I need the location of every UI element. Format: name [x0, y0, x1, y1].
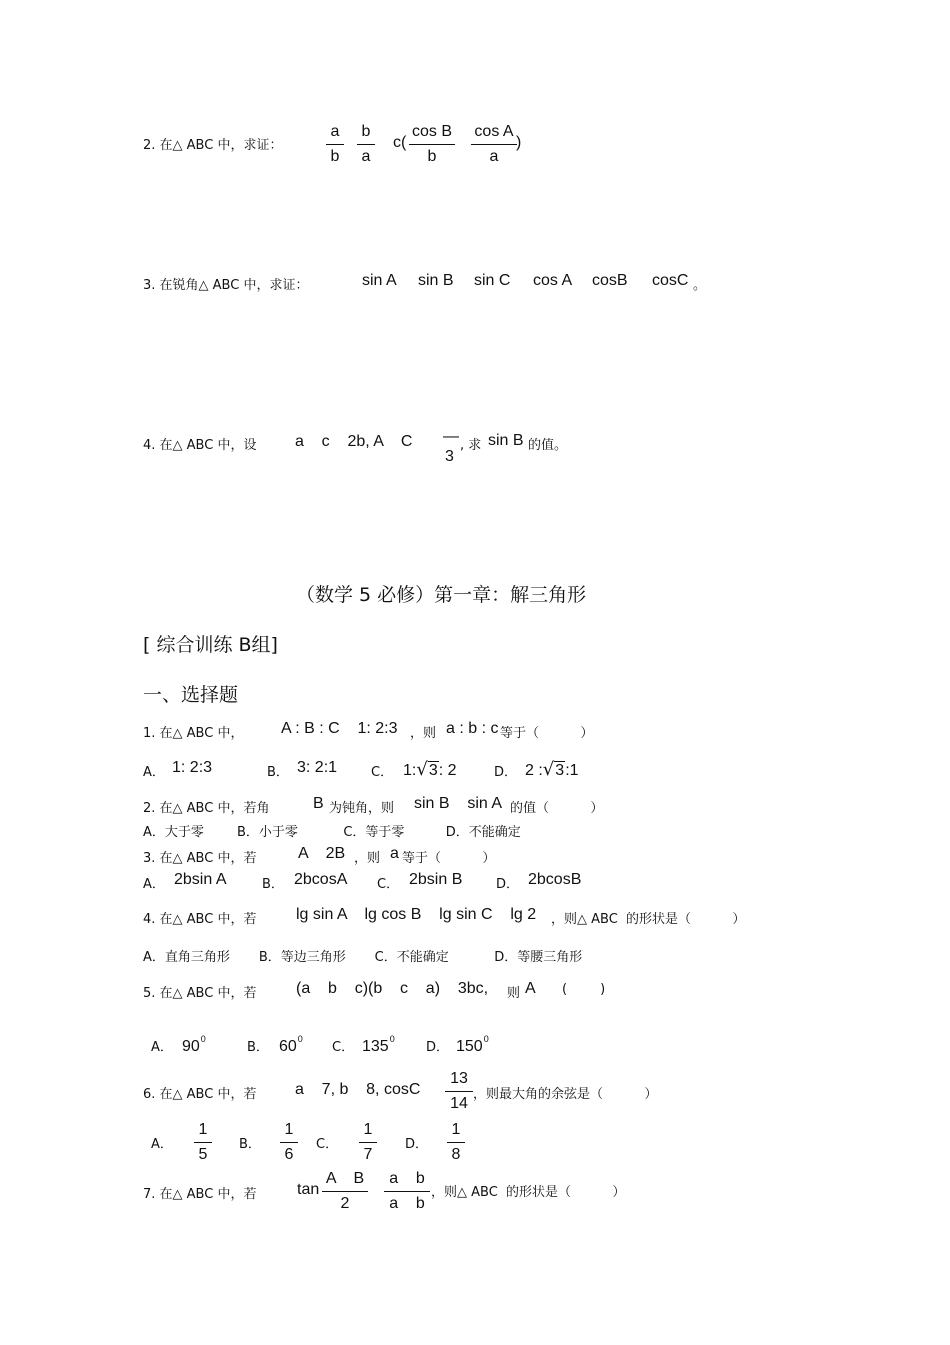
q3-option-a-label: A． — [143, 877, 165, 892]
q3-option-d-label: D． — [496, 877, 520, 892]
q6-question: ，则最大角的余弦是（ ） — [473, 1087, 658, 1102]
q6-option-a-fraction: $\frac{1}{5}$ — [194, 1121, 212, 1164]
fraction-b-over-a: $\frac{b}{a}$ — [357, 123, 375, 166]
q7-question: ，则△ ABC 的形状是（ ） — [431, 1185, 626, 1200]
fraction-13-over-14: $\frac{13}{14}$ — [445, 1070, 473, 1113]
q3-a: a — [390, 845, 399, 862]
q6-option-b-fraction: $\frac{1}{6}$ — [280, 1121, 298, 1164]
q3-option-c: 2bsin B — [409, 871, 463, 888]
q1-blank: 等于（ ） — [500, 726, 594, 741]
problem-3-stem: 3. 在锐角△ ABC 中，求证： — [143, 278, 309, 293]
section-heading: 一、选择题 — [143, 684, 239, 706]
close-paren: ) — [516, 134, 522, 151]
q3-option-d: 2bcosB — [528, 871, 582, 888]
problem-2-stem: 2. 在△ ABC 中，求证： — [143, 138, 283, 153]
q1-option-c: 1:√3: 2 — [403, 759, 457, 780]
q4-shape-question: ，则△ ABC 的形状是（ ） — [551, 912, 746, 927]
q5-stem: 5. 在△ ABC 中，若 — [143, 986, 257, 1001]
q1-option-b: 3: 2:1 — [297, 759, 338, 776]
q1-option-a-label: A． — [143, 765, 165, 780]
q2-stem: 2. 在△ ABC 中，若角 — [143, 801, 270, 816]
q5-equation: (a b c)(b c a) 3bc, — [296, 980, 489, 997]
c-paren: c( — [393, 134, 407, 151]
find-text: , 求 — [460, 438, 482, 453]
fraction-a-b-over-a-b: $\frac{\text{a b}}{\text{a b}}$ — [384, 1170, 430, 1213]
q5-option-c: $135^0$ — [362, 1034, 395, 1055]
term-sina: sin A — [362, 272, 397, 289]
q3-option-a: 2bsin A — [174, 871, 227, 888]
q6-option-a-label: A． — [151, 1137, 173, 1152]
q3-condition: A 2B — [298, 845, 346, 862]
q6-option-c-label: C． — [316, 1137, 339, 1152]
q6-condition: a 7, b 8, cosC — [295, 1081, 421, 1098]
q4-stem: 4. 在△ ABC 中，若 — [143, 912, 257, 927]
q2-angle-b: B — [313, 795, 324, 812]
q6-option-c-fraction: $\frac{1}{7}$ — [359, 1121, 377, 1164]
q1-sides: a : b : c — [446, 720, 499, 737]
q4-log-equation: lg sin A lg cos B lg sin C lg 2 — [296, 906, 537, 923]
section-subtitle: [ 综合训练 B组] — [143, 634, 278, 656]
q6-option-b-label: B． — [239, 1137, 261, 1152]
q7-tan: tan — [297, 1181, 320, 1198]
q6-option-d-label: D． — [405, 1137, 429, 1152]
q5-option-a: $90^0$ — [182, 1034, 206, 1055]
fraction-cosa-over-a: $\frac{\text{cos A}}{a}$ — [471, 123, 517, 166]
q5-option-d: $150^0$ — [456, 1034, 489, 1055]
q2-expression: sin B sin A — [414, 795, 503, 812]
q1-option-a: 1: 2:3 — [172, 759, 213, 776]
page-title: （数学 5 必修）第一章：解三角形 — [296, 584, 587, 606]
fraction-cosb-over-b: $\frac{\text{cos B}}{b}$ — [409, 123, 455, 166]
q1-option-d-label: D． — [494, 765, 518, 780]
pi-mark: — — [443, 428, 459, 445]
term-cosc: cosC — [652, 272, 689, 289]
sqrt-icon: √ — [542, 759, 555, 780]
q3-blank: 等于（ ） — [402, 851, 496, 866]
q2-blank: 的值（ ） — [510, 801, 604, 816]
q2-obtuse: 为钝角，则 — [329, 801, 395, 816]
q2-options: A．大于零 B．小于零 C．等于零 D．不能确定 — [143, 825, 521, 840]
period: 。 — [693, 278, 707, 293]
fraction-a-b-over-2: $\frac{\text{A B}}{2}$ — [322, 1170, 368, 1213]
q5-option-a-label: A． — [151, 1040, 173, 1055]
q6-option-d-fraction: $\frac{1}{8}$ — [447, 1121, 465, 1164]
q6-stem: 6. 在△ ABC 中，若 — [143, 1087, 257, 1102]
term-sinb: sin B — [418, 272, 454, 289]
q5-a: A — [525, 980, 536, 997]
q5-option-d-label: D． — [426, 1040, 450, 1055]
q3-then: ，则 — [354, 851, 381, 866]
q4-options: A．直角三角形 B．等边三角形 C．不能确定 D．等腰三角形 — [143, 950, 583, 965]
q5-option-b-label: B． — [247, 1040, 269, 1055]
q5-blank: ( ) — [562, 982, 606, 997]
term-cosa: cos A — [533, 272, 573, 289]
q3-option-b: 2bcosA — [294, 871, 348, 888]
q1-option-c-label: C． — [371, 765, 394, 780]
value-text: 的值。 — [528, 438, 568, 453]
sqrt-icon: √ — [416, 759, 428, 780]
denominator-3: 3 — [445, 448, 454, 465]
q3-option-b-label: B． — [262, 877, 284, 892]
q1-then: ，则 — [410, 726, 437, 741]
sinb-term: sin B — [488, 432, 524, 449]
q5-option-b: $60^0$ — [279, 1034, 303, 1055]
q5-then: 则 — [507, 986, 521, 1001]
q3-stem: 3. 在△ ABC 中，若 — [143, 851, 257, 866]
q1-ratio: A : B : C 1: 2:3 — [281, 720, 398, 737]
condition-expression: a c 2b, A C — [295, 433, 413, 450]
q7-stem: 7. 在△ ABC 中，若 — [143, 1187, 257, 1202]
term-cosb: cosB — [592, 272, 628, 289]
problem-4-stem: 4. 在△ ABC 中，设 — [143, 438, 257, 453]
q1-option-d: 2 :√3:1 — [525, 759, 579, 780]
q3-option-c-label: C． — [377, 877, 400, 892]
q5-option-c-label: C． — [332, 1040, 355, 1055]
q1-option-b-label: B． — [267, 765, 289, 780]
q1-stem: 1. 在△ ABC 中， — [143, 726, 244, 741]
fraction-a-over-b: $\frac{a}{b}$ — [326, 123, 344, 166]
term-sinc: sin C — [474, 272, 511, 289]
